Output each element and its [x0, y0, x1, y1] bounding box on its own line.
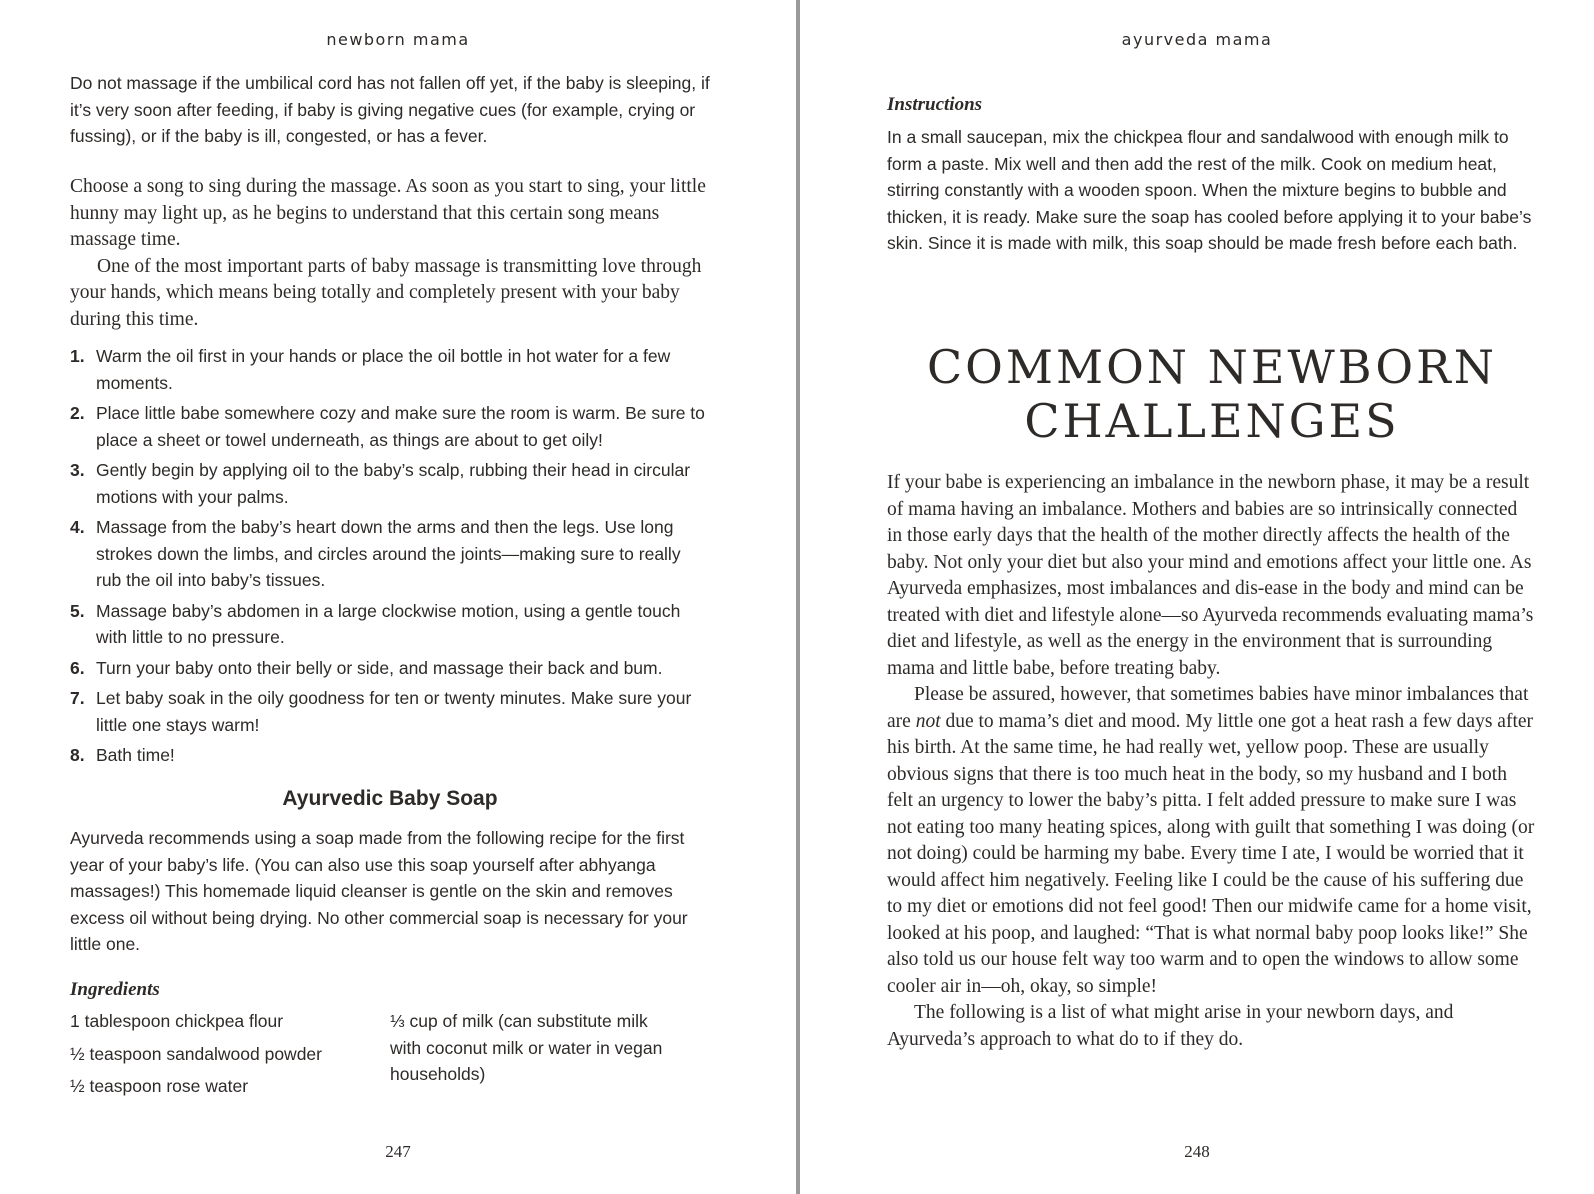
instructions-paragraph: In a small saucepan, mix the chickpea flour and sandalwood with enough milk to form a paste. Mix well and then add the rest of the milk. Cook on medium heat, stirring constantly with a wooden spoon. When the mixture begins to bubble and thicken, it is ready. Make sure the soap has cooled before applying it to your babe’s skin. Since it is made with milk, this soap should be made fresh before each bath. [887, 127, 1532, 253]
ingredients-list [70, 1008, 710, 1106]
chapter-title [887, 340, 1537, 448]
ingredients-label: Ingredients [70, 979, 160, 1000]
list-item: 5. Massage baby’s abdomen in a large clockwise motion, using a gentle touch with little to no pressure. [70, 600, 681, 647]
page-number-right: 248 [1184, 1142, 1210, 1161]
list-item: 1 tablespoon chickpea flour [70, 1011, 284, 1031]
massage-caution-paragraph: Do not massage if the umbilical cord has not fallen off yet, if the baby is sleeping, if it’s very soon after feeding, if baby is giving negative cues (for example, crying or fussing), or if the baby is ill, congested, or has a fever. [70, 73, 710, 146]
love-paragraph: One of the most important parts of baby massage is transmitting love through your hands, which means being totally and completely present with your baby during this time. [70, 255, 702, 330]
list-item: 7. Let baby soak in the oily goodness for ten or twenty minutes. Make sure your little one stays warm! [70, 688, 692, 735]
chapter-title-line-2: CHALLENGES [1024, 394, 1400, 448]
list-item: 6. Turn your baby onto their belly or side, and massage their back and bum. [70, 657, 663, 678]
challenges-body [887, 470, 1537, 1053]
list-item: 4. Massage from the baby’s heart down the arms and then the legs. Use long strokes down the limbs, and circles around the joints—making sure to really rub the oil into baby’s tissues. [70, 517, 681, 590]
list-item: 3. Gently begin by applying oil to the baby’s scalp, rubbing their head in circular motions with your palms. [70, 460, 691, 507]
song-paragraph: Choose a song to sing during the massage. As soon as you start to sing, your little hunny may light up, as he begins to understand that this certain song means massage time. [70, 176, 706, 250]
body-paragraph-3: The following is a list of what might arise in your newborn days, and Ayurveda’s approach to what do to if they do. [887, 1002, 1454, 1050]
steps-list [70, 343, 710, 769]
ingredients-column-1 [70, 1008, 390, 1106]
soap-heading: Ayurvedic Baby Soap [282, 787, 498, 810]
running-head-left: newborn mama [326, 30, 470, 49]
list-item: ½ teaspoon sandalwood powder [70, 1043, 322, 1064]
list-item: 2. Place little babe somewhere cozy and make sure the room is warm. Be sure to place a sheet or towel underneath, as things are about to get oily! [70, 403, 705, 450]
list-item: 1. Warm the oil first in your hands or place the oil bottle in hot water for a few moments. [70, 346, 671, 393]
body-paragraph-2: Please be assured, however, that sometimes babies have minor imbalances that are not due to mama’s diet and mood. My little one got a heat rash a few days after his birth. At the same time, he had really wet, yellow poop. These are usually obvious signs that there is too much heat in the body, so my husband and I both felt an urgency to lower the baby’s pitta. I felt added pressure to make sure I was not eating too many heating spices, along with guilt that something I was doing (or not doing) could be harming my babe. Every time I ate, I would be worried that it would affect him negatively. Feeling like I could be the cause of his suffering due to my diet or emotions did not feel good! Then our midwife came for a home visit, looked at his poop, and laughed: “That is what normal baby poop looks like!” She also told us our house felt way too warm and to open the windows to allow some cooler air in—oh, okay, so simple! [887, 684, 1535, 997]
list-item: 8. Bath time! [70, 745, 175, 765]
ingredients-column-2 [390, 1008, 680, 1106]
left-page [0, 0, 796, 1194]
massage-steps [70, 343, 710, 773]
body-paragraph-1: If your babe is experiencing an imbalance in the newborn phase, it may be a result of mama having an imbalance. Mothers and babies are so intrinsically connected in those early days that the health of the mother directly affects the health of the baby. Not only your diet but also your mind and emotions affect your little one. As Ayurveda emphasizes, most imbalances and dis-ease in the body and mind can be treated with diet and lifestyle alone—so Ayurveda recommends evaluating mama’s diet and lifestyle, as well as the energy in the environment that is surrounding mama and little babe, before treating baby. [887, 472, 1534, 679]
chapter-title-line-1: COMMON NEWBORN [926, 340, 1498, 394]
list-item: ⅓ cup of milk (can substitute milk with coconut milk or water in vegan households) [390, 1011, 663, 1084]
list-item: ½ teaspoon rose water [70, 1076, 249, 1096]
instructions-label: Instructions [887, 94, 983, 115]
right-page [800, 0, 1594, 1194]
song-section [70, 174, 710, 333]
running-head-right: ayurveda mama [1121, 30, 1273, 49]
page-number-left: 247 [385, 1142, 411, 1161]
soap-paragraph: Ayurveda recommends using a soap made from the following recipe for the first year of your baby’s life. (You can also use this soap yourself after abhyanga massages!) This homemade liquid cleanser is gentle on the skin and removes excess oil without being drying. No other commercial soap is necessary for your little one. [70, 828, 688, 954]
